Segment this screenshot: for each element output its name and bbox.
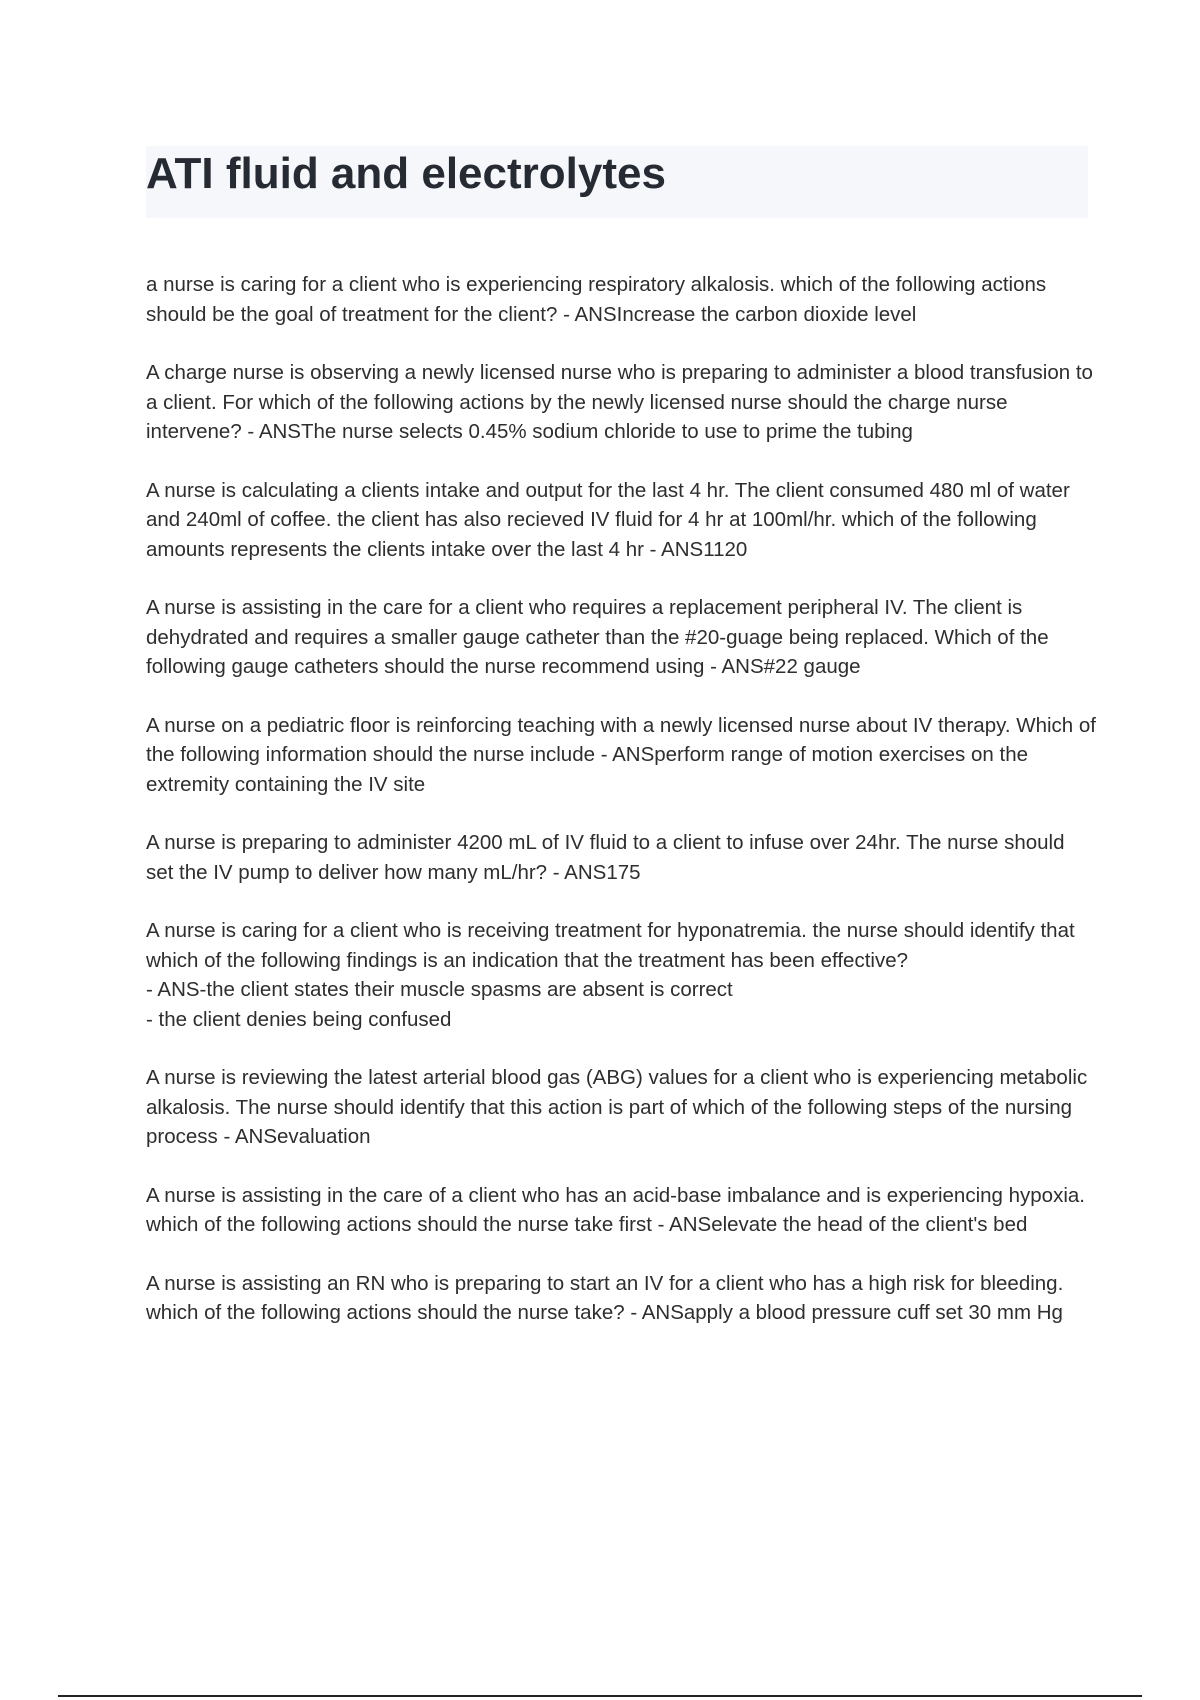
answer-text: perform range of motion exercises on the extremity containing the IV site xyxy=(146,743,1028,796)
qa-item xyxy=(146,828,1096,887)
question-text: A nurse is assisting an RN who is preparing to start an IV for a client who has a high risk for bleeding. which of the following actions should the nurse take? - ANS xyxy=(146,1271,1064,1324)
qa-item xyxy=(146,1269,1096,1328)
qa-item xyxy=(146,711,1096,800)
qa-item xyxy=(146,593,1096,682)
qa-item xyxy=(146,270,1096,329)
question-text: a nurse is caring for a client who is experiencing respiratory alkalosis. which of the following actions should be the goal of treatment for the client? - ANS xyxy=(146,273,1047,326)
answer-text: apply a blood pressure cuff set 30 mm Hg xyxy=(683,1301,1063,1324)
qa-item xyxy=(146,1181,1096,1240)
qa-item xyxy=(146,916,1096,1034)
answer-text: #22 gauge xyxy=(763,655,861,678)
answer-text: 1120 xyxy=(703,537,748,561)
answer-line: - the client denies being confused xyxy=(146,1007,452,1031)
answer-text: 175 xyxy=(606,860,641,884)
qa-item xyxy=(146,476,1096,565)
qa-item xyxy=(146,358,1096,447)
question-text: A nurse is caring for a client who is receiving treatment for hyponatremia. the nurse should identify that which of the following findings is an indication that the treatment has been effective? xyxy=(146,919,1075,972)
question-text: A nurse is reviewing the latest arterial blood gas (ABG) values for a client who is experiencing metabolic alkalosis. The nurse should identify that this action is part of which of the following steps of the nursing process - ANS xyxy=(146,1066,1088,1148)
question-text: A nurse on a pediatric floor is reinforcing teaching with a newly licensed nurse about IV therapy. Which of the following information should the nurse include - ANS xyxy=(146,713,1096,766)
question-text: A charge nurse is observing a newly licensed nurse who is preparing to administer a blood transfusion to a client. For which of the following actions by the newly licensed nurse should the charge nurse intervene? - ANS xyxy=(146,361,1093,443)
question-text: A nurse is preparing to administer 4200 mL of IV fluid to a client to infuse over 24hr. The nurse should set the IV pump to deliver how many mL/hr? - ANS xyxy=(146,831,1065,884)
question-text: A nurse is assisting in the care of a client who has an acid-base imbalance and is experiencing hypoxia. which of the following actions should the nurse take first - ANS xyxy=(146,1183,1085,1236)
document-title: ATI fluid and electrolytes xyxy=(146,149,666,198)
answer-text: Increase the carbon dioxide level xyxy=(616,302,917,326)
qa-list xyxy=(146,270,1096,1357)
answer-line: - ANS-the client states their muscle spasms are absent is correct xyxy=(146,978,733,1001)
question-text: A nurse is assisting in the care for a client who requires a replacement peripheral IV. The client is dehydrated and requires a smaller gauge catheter than the #20-guage being replaced. Which of the following gauge catheters should the nurse recommend using - ANS xyxy=(146,596,1049,678)
question-text: A nurse is calculating a clients intake and output for the last 4 hr. The client consumed 480 ml of water and 240ml of coffee. the client has also recieved IV fluid for 4 hr at 100ml/hr. which of the following amounts represents the clients intake over the last 4 hr - ANS xyxy=(146,478,1070,561)
answer-text: elevate the head of the client's bed xyxy=(711,1213,1028,1236)
footer-divider xyxy=(58,1695,1142,1697)
answer-text: The nurse selects 0.45% sodium chloride to use to prime the tubing xyxy=(300,420,913,443)
answer-text: evaluation xyxy=(277,1125,371,1148)
qa-item xyxy=(146,1063,1096,1152)
